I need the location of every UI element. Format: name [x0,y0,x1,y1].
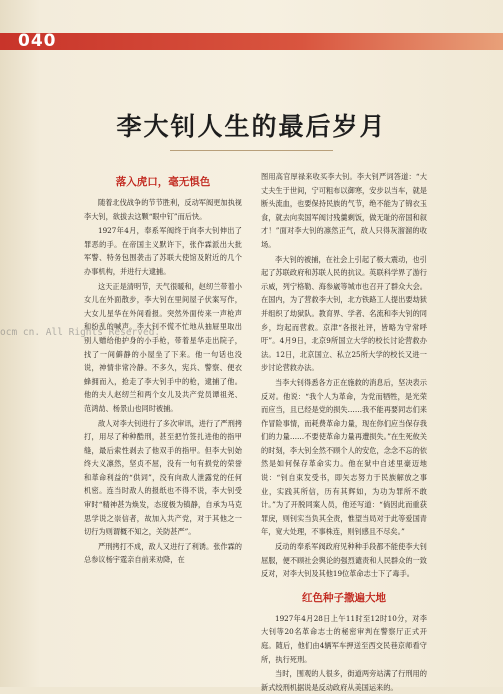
paragraph: 李大钊的被捕，在社会上引起了极大震动，也引起了苏联政府和苏联人民的抗议。英联科学界了游行示威，列宁格勒、海参崴等城市也召开了群众大会。在国内，为了营救李大钊，北方铁路工人提出要劫狱并组织了劫狱队。教育界、学者、名流和李大钊的同乡，均起而营救。京津“各报社评，皆略为守常呼吁”。4月9日，北京9所国立大学的校长讨论营救办法。12日，北京国立、私立25所大学的校长又进一步讨论营救办法。 [261,254,427,373]
page-number: 040 [18,31,57,51]
left-column [84,196,242,567]
paragraph: 敌人对李大钊进行了多次审讯，进行了严刑拷打，用尽了种种酷刑，甚至把竹签扎进他的指甲缝，最后索性剥去了他双手的指甲。但李大钊始终大义凛然，坚贞不屈，没有一句有损党的荣誉和革命利益的“供词”，没有向敌人泄露党的任何机密。连当时敌人的报纸也不得不说，李大钊受审时“精神甚为焕发，态度极为镇静，自承为马克思学说之崇信者，故加入共产党，对于其他之一切行为则谓概不知之，关防甚严”。 [84,418,242,537]
paragraph: 严刑拷打不成，敌人又进行了利诱。张作霖的总参议杨宇霆亲自前来劝降，在 [84,541,242,565]
watermark: ocm cn. All Rights Reserved. [0,327,161,338]
paragraph: 1927年4月，奉系军阀终于向李大钊伸出了罪恶的手。在帝国主义默许下，张作霖派出大批军警、特务包围袭击了苏联大使馆及附近的几个办事机构，并进行大逮捕。 [84,226,242,276]
paragraph: 图用高官厚禄来收买李大钊。李大钊严词答道：“大丈夫生于世间，宁可粗布以御寒，安步以当车，就是断头流血，也要保持民族的气节，绝不能为了锦衣玉食，就去向卖国军阀讨残羹剩饭，做无耻的帝国和叙才！”面对李大钊的凛然正气，敌人只得灰溜溜的收场。 [261,172,427,249]
article-title: 李大钊人生的最后岁月 [116,112,387,141]
paragraph: 这天正是清明节，天气很暖和，赵纫兰带着小女儿在外面散步，李大钊在里间屋子伏案写作，大女儿星华在外间看报。突然外面传来一声枪声和纷乱的喊声。李大钊不慌不忙地从抽屉里取出别人赠给他护身的小手枪，带着星华走出院子，找了一间僻静的小屋坐了下来。他一句话也没说，神情非常冷静。不多久，宪兵、警察、便衣蜂拥而入，抢走了李大钊手中的枪，逮捕了他。他的夫人赵纫兰和两个女儿及共产党员谭祖尧、范鸿劼、杨景山也同时被捕。 [84,281,242,413]
paragraph: 当李大钊得悉各方正在施救的消息后，坚决表示反对。他说：“我个人为革命，为党而牺牲，是光荣而应当，且已经是党的损失……我不能再要同志们来作冒险事情，而耗费革命力量，现在你们应当保存我们的力量……不要使革命力量再遭损失。”在生死攸关的时刻，李大钊全然不顾个人的安危，念念不忘的依然是如何保存革命实力。他在狱中自述里豪迈地说：“钊自束发受书，即矢志努力于民族解放之事业，实践其所信，历有其辉如，为功为罪所不敢计。”为了开脱同案人员，他还写道：“倘因此而重获罪戾，则钊实当负其全责，惟望当局对于此等爱国青年，宽大处理，不事株连，则钊感且不尽矣。” [261,377,427,537]
right-column [261,170,427,694]
paragraph: 1927年4月28日上午11时至12时10分，对李大钊等20名革命志士的秘密审判在警察厅正式开庭。随后，他们由4辆军车押送至西交民巷京师看守所，执行死刑。 [261,613,427,664]
paragraph: 反动的奉系军阀政府见种种手段都不能使李大钊屈服，便不顾社会舆论的强烈谴责和人民群众的一致反对，对李大钊及其他19位革命志士下了毒手。 [261,542,427,579]
section-heading-2: 红色种子撒遍大地 [302,591,386,604]
paragraph: 随着北伐战争的节节胜利，反动军阀更加执视李大钊，欲拔去这颗“眼中钉”而后快。 [84,198,242,221]
section-heading-1: 落入虎口，毫无惧色 [115,176,211,188]
paragraph: 当时，围观的人很多，街道两旁站满了行刑用的新式绞刑机据说是反动政府从美国运来的。 [261,669,427,692]
folio-bar [0,33,503,50]
title-divider [170,150,333,151]
